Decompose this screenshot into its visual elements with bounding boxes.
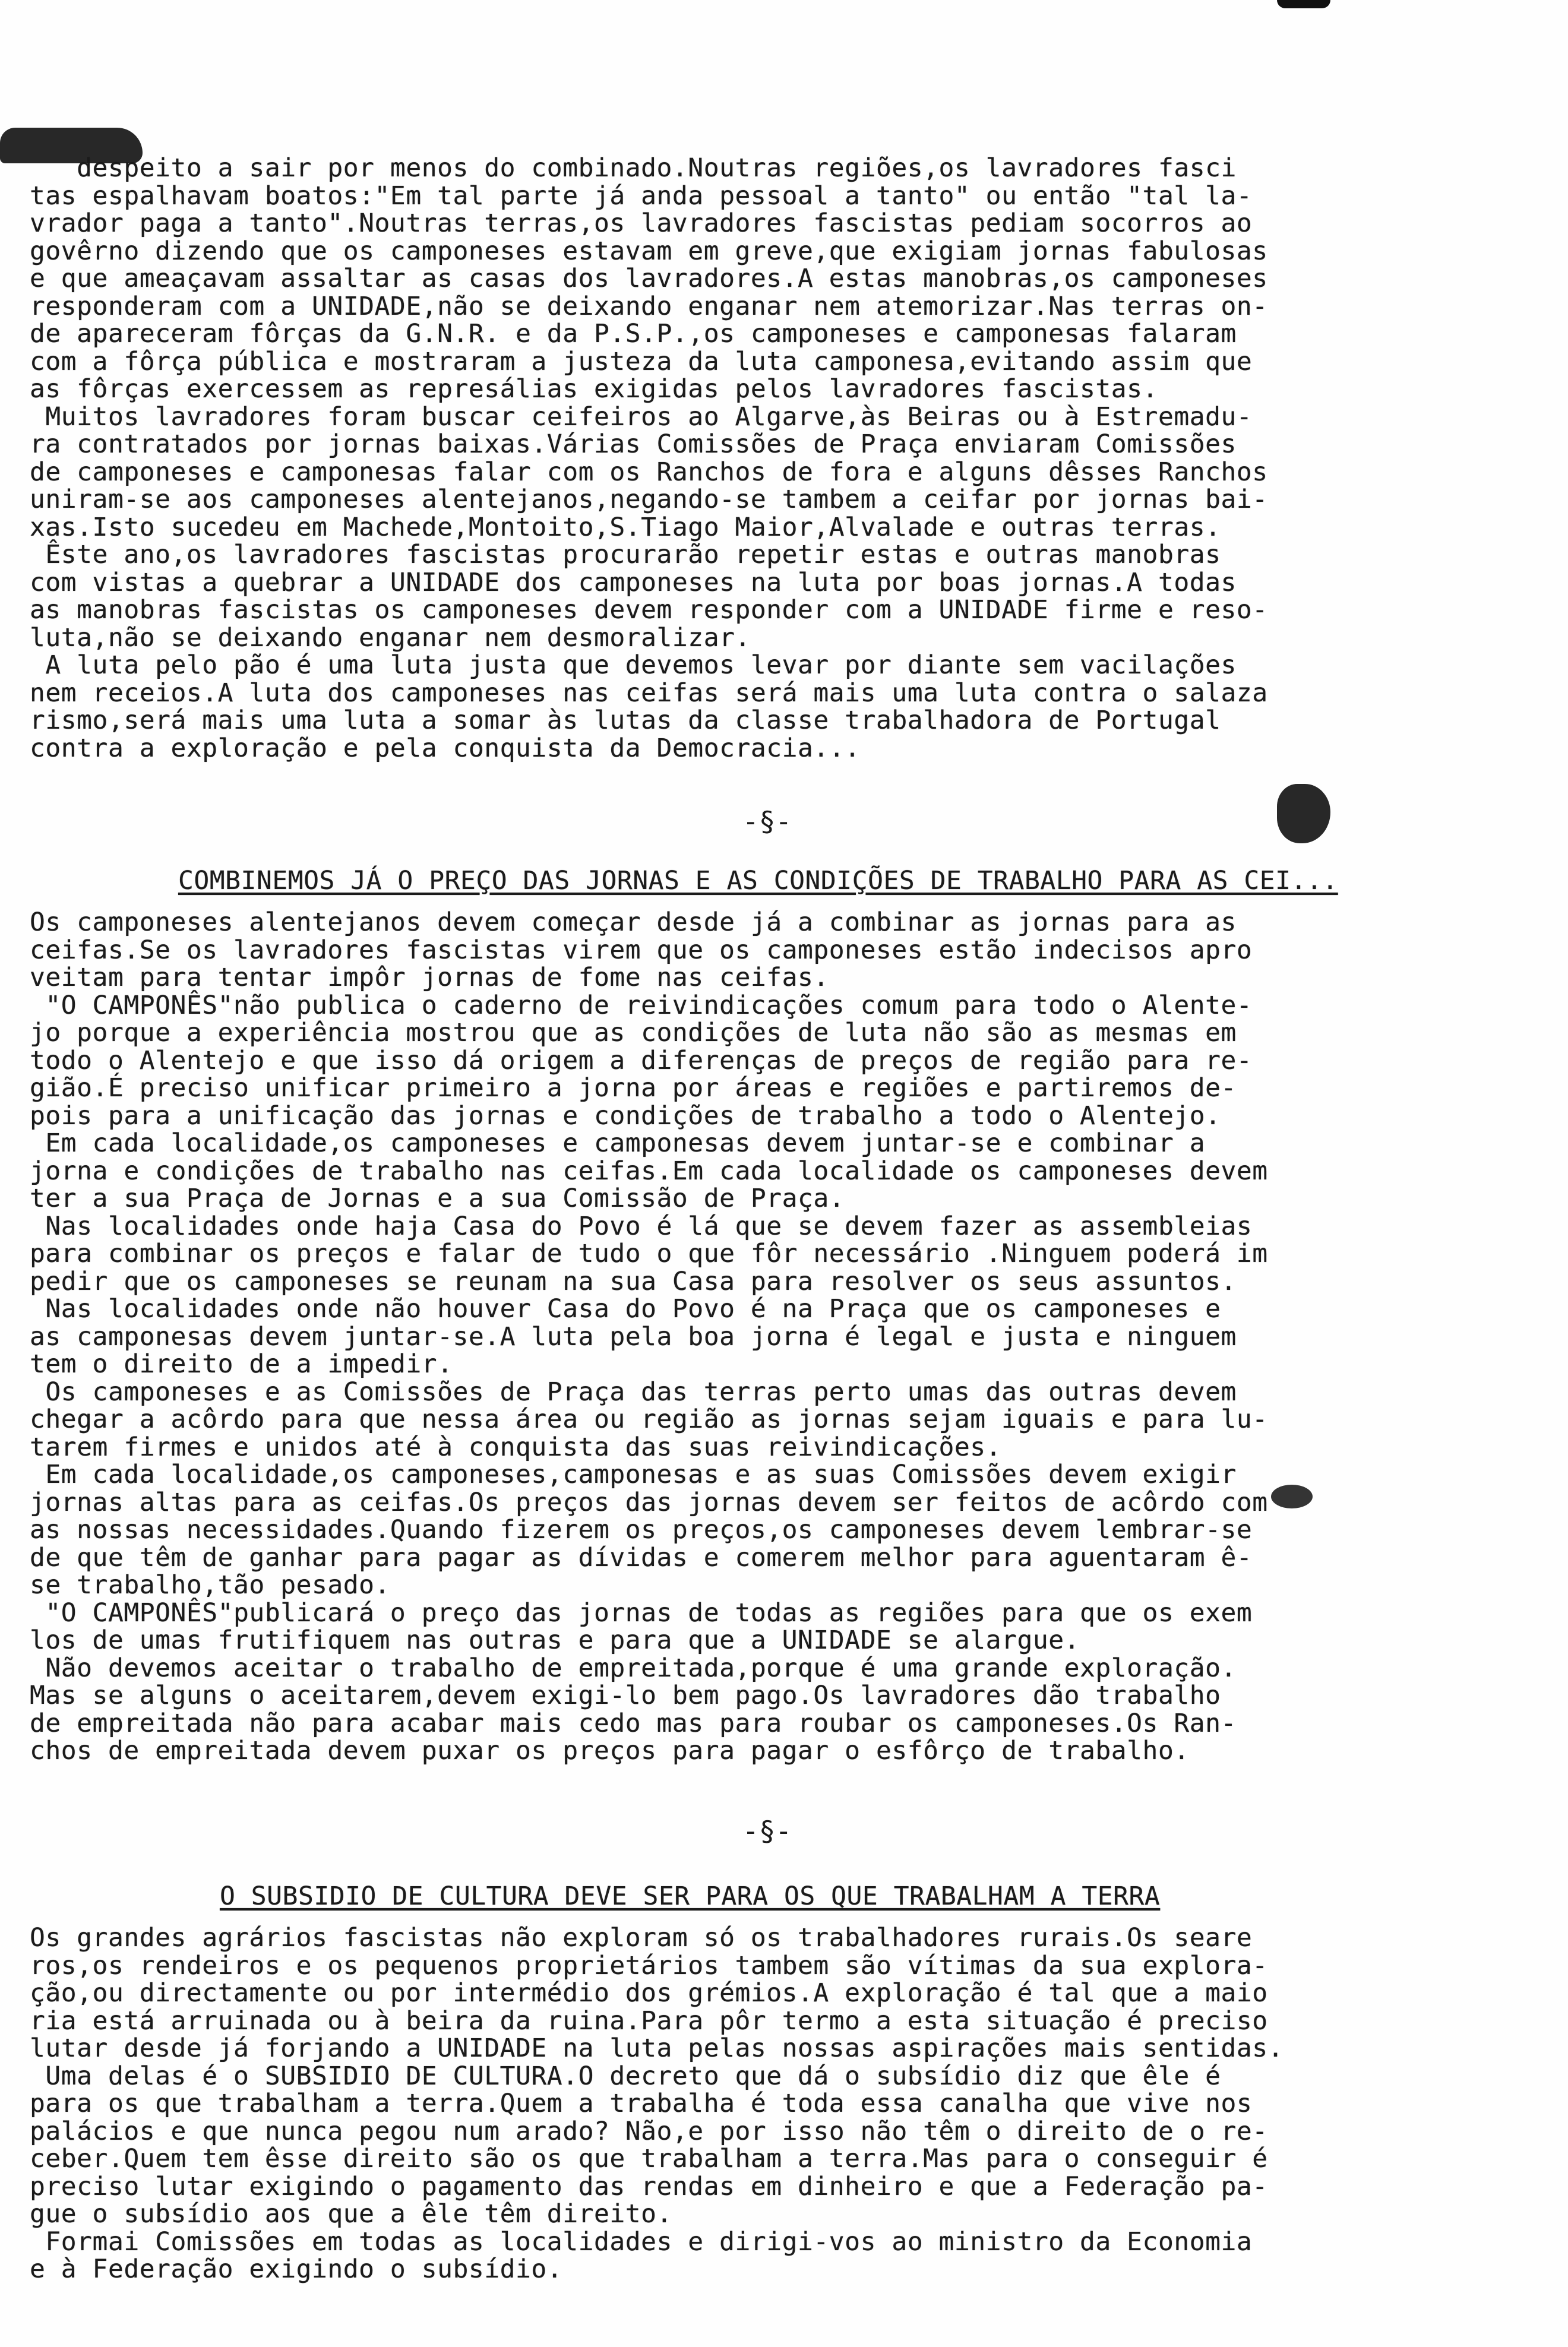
text-line: Os camponeses alentejanos devem começar desde já a combinar as jornas para as — [30, 907, 1237, 937]
text-line: Uma delas é o SUBSIDIO DE CULTURA.O decreto que dá o subsídio diz que êle é — [30, 2061, 1221, 2091]
text-line: as camponesas devem juntar-se.A luta pela boa jorna é legal e justa e ninguem — [30, 1321, 1237, 1352]
text-line: uniram-se aos camponeses alentejanos,negando-se tambem a ceifar por jornas bai- — [30, 485, 1268, 514]
text-line: ceifas.Se os lavradores fascistas virem que os camponeses estão indecisos apro — [30, 935, 1253, 965]
text-line: e à Federação exigindo o subsídio. — [30, 2254, 563, 2284]
text-line: tem o direito de a impedir. — [30, 1349, 453, 1379]
text-line: pois para a unificação das jornas e condições de trabalho a todo o Alentejo. — [30, 1100, 1221, 1131]
text-line: luta,não se deixando enganar nem desmoralizar. — [30, 622, 751, 653]
text-line: e que ameaçavam assaltar as casas dos lavradores.A estas manobras,os camponeses — [30, 264, 1268, 293]
text-line: preciso lutar exigindo o pagamento das rendas em dinheiro e que a Federação pa- — [30, 2171, 1268, 2202]
text-line: se trabalho,tão pesado. — [30, 1570, 390, 1600]
text-line: Êste ano,os lavradores fascistas procurarão repetir estas e outras manobras — [30, 540, 1221, 570]
ink-blot-top-right — [1277, 0, 1330, 8]
text-line: com a fôrça pública e mostraram a justeza da luta camponesa,evitando assim que — [30, 346, 1253, 377]
text-line: tarem firmes e unidos até à conquista das suas reivindicações. — [30, 1432, 1002, 1462]
text-line: com vistas a quebrar a UNIDADE dos camponeses na luta por boas jornas.A todas — [30, 567, 1237, 597]
text-line: "O CAMPONÊS"não publica o caderno de reivindicações comum para todo o Alente- — [30, 990, 1253, 1020]
text-line: nem receios.A luta dos camponeses nas ceifas será mais uma luta contra o salaza — [30, 678, 1268, 708]
text-line: para combinar os preços e falar de tudo o que fôr necessário .Ninguem poderá im — [30, 1239, 1268, 1269]
text-line: jorna e condições de trabalho nas ceifas.Em cada localidade os camponeses devem — [30, 1156, 1268, 1186]
text-line: govêrno dizendo que os camponeses estavam em greve,que exigiam jornas fabulosas — [30, 236, 1268, 266]
ink-blot-lower — [1271, 1485, 1313, 1508]
text-line: as fôrças exercessem as represálias exigidas pelos lavradores fascistas. — [30, 374, 1158, 404]
text-line: Não devemos aceitar o trabalho de empreitada,porque é uma grande exploração. — [30, 1653, 1237, 1683]
text-line: ceber.Quem tem êsse direito são os que trabalham a terra.Mas para o conseguir é — [30, 2144, 1268, 2174]
text-line: los de umas frutifiquem nas outras e para que a UNIDADE se alargue. — [30, 1625, 1080, 1655]
text-line: Em cada localidade,os camponeses,camponesas e as suas Comissões devem exigir — [30, 1460, 1237, 1489]
text-line: rismo,será mais uma luta a somar às lutas da classe trabalhadora de Portugal — [30, 706, 1221, 735]
text-line: jo porque a experiência mostrou que as condições de luta não são as mesmas em — [30, 1018, 1237, 1048]
text-line: todo o Alentejo e que isso dá origem a diferenças de preços de região para re- — [30, 1045, 1253, 1076]
text-line: as nossas necessidades.Quando fizerem os preços,os camponeses devem lembrar-se — [30, 1515, 1253, 1545]
section-separator-1: -§- — [742, 805, 792, 837]
ink-blot-right — [1277, 784, 1330, 843]
text-line: ção,ou directamente ou por intermédio dos grémios.A exploração é tal que a maio — [30, 1978, 1268, 2008]
text-line: Formai Comissões em todas as localidades e dirigi-vos ao ministro da Economia — [30, 2226, 1253, 2257]
text-line: A luta pelo pão é uma luta justa que devemos levar por diante sem vacilações — [30, 650, 1237, 680]
heading-subsidio-cultura: O SUBSIDIO DE CULTURA DEVE SER PARA OS QUE TRABALHAM A TERRA — [220, 1881, 1161, 1911]
text-line: de apareceram fôrças da G.N.R. e da P.S.P.,os camponeses e camponesas falaram — [30, 319, 1237, 349]
text-line: para os que trabalham a terra.Quem a trabalha é toda essa canalha que vive nos — [30, 2089, 1253, 2118]
text-line: despeito a sair por menos do combinado.Noutras regiões,os lavradores fasci — [30, 153, 1237, 183]
text-line: ros,os rendeiros e os pequenos proprietários tambem são vítimas da sua explora- — [30, 1950, 1268, 1981]
text-line: chegar a acôrdo para que nessa área ou região as jornas sejam iguais e para lu- — [30, 1405, 1268, 1434]
text-line: Os grandes agrários fascistas não exploram só os trabalhadores rurais.Os seare — [30, 1923, 1253, 1953]
text-line: pedir que os camponeses se reunam na sua Casa para resolver os seus assuntos. — [30, 1266, 1237, 1296]
text-line: Os camponeses e as Comissões de Praça das terras perto umas das outras devem — [30, 1377, 1237, 1407]
text-line: ra contratados por jornas baixas.Várias Comissões de Praça enviaram Comissões — [30, 429, 1237, 459]
text-line: veitam para tentar impôr jornas de fome nas ceifas. — [30, 963, 829, 992]
text-line: gião.É preciso unificar primeiro a jorna por áreas e regiões e partiremos de- — [30, 1073, 1237, 1103]
text-line: ria está arruinada ou à beira da ruina.Para pôr termo a esta situação é preciso — [30, 2006, 1268, 2036]
text-line: de que têm de ganhar para pagar as dívidas e comerem melhor para aguentaram ê- — [30, 1542, 1253, 1573]
text-line: Mas se alguns o aceitarem,devem exigi-lo bem pago.Os lavradores dão trabalho — [30, 1681, 1221, 1710]
text-line: chos de empreitada devem puxar os preços para pagar o esfôrço de trabalho. — [30, 1736, 1190, 1766]
text-line: responderam com a UNIDADE,não se deixando enganar nem atemorizar.Nas terras on- — [30, 291, 1268, 321]
text-line: jornas altas para as ceifas.Os preços das jornas devem ser feitos de acôrdo com — [30, 1487, 1268, 1517]
text-line: tas espalhavam boatos:"Em tal parte já anda pessoal a tanto" ou então "tal la- — [30, 181, 1253, 211]
section-separator-2: -§- — [742, 1815, 792, 1847]
text-line: gue o subsídio aos que a êle têm direito. — [30, 2199, 672, 2229]
text-line: vrador paga a tanto".Noutras terras,os lavradores fascistas pediam socorros ao — [30, 208, 1253, 238]
text-line: contra a exploração e pela conquista da Democracia... — [30, 733, 861, 763]
text-line: Nas localidades onde haja Casa do Povo é lá que se devem fazer as assembleias — [30, 1211, 1253, 1241]
text-line: de empreitada não para acabar mais cedo mas para roubar os camponeses.Os Ran- — [30, 1708, 1237, 1738]
text-line: de camponeses e camponesas falar com os Ranchos de fora e alguns dêsses Ranchos — [30, 457, 1268, 487]
text-line: Nas localidades onde não houver Casa do Povo é na Praça que os camponeses e — [30, 1294, 1221, 1324]
heading-combinemos: COMBINEMOS JÁ O PREÇO DAS JORNAS E AS CONDIÇÕES DE TRABALHO PARA AS CEI... — [178, 866, 1338, 896]
text-line: Muitos lavradores foram buscar ceifeiros ao Algarve,às Beiras ou à Estremadu- — [30, 401, 1253, 432]
text-line: Em cada localidade,os camponeses e camponesas devem juntar-se e combinar a — [30, 1128, 1206, 1158]
text-line: as manobras fascistas os camponeses devem responder com a UNIDADE firme e reso- — [30, 595, 1268, 625]
text-line: lutar desde já forjando a UNIDADE na luta pelas nossas aspirações mais sentidas. — [30, 2033, 1284, 2063]
text-line: xas.Isto sucedeu em Machede,Montoito,S.Tiago Maior,Alvalade e outras terras. — [30, 512, 1221, 542]
text-line: ter a sua Praça de Jornas e a sua Comissão de Praça. — [30, 1184, 845, 1213]
text-line: palácios e que nunca pegou num arado? Não,e por isso não têm o direito de o re- — [30, 2116, 1268, 2146]
text-line: "O CAMPONÊS"publicará o preço das jornas de todas as regiões para que os exem — [30, 1598, 1253, 1628]
